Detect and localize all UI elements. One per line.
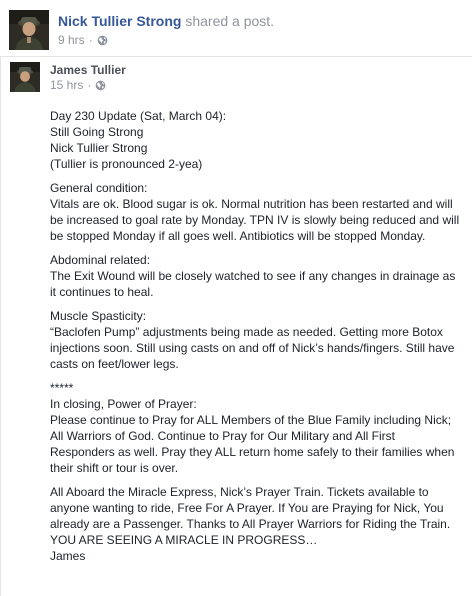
globe-icon[interactable] <box>95 80 106 91</box>
profile-photo <box>9 10 49 50</box>
timestamp-link[interactable]: 15 hrs <box>50 78 84 92</box>
avatar[interactable] <box>9 10 49 50</box>
profile-photo <box>10 62 40 92</box>
post-paragraph: All Aboard the Miracle Express, Nick’s Prayer Train. Tickets available to anyone wanting to ride, Free For A Prayer. If You are Praying for Nick, You already are a Passenger. Thanks to All Prayer Warriors for Riding the Train. YOU ARE SEEING A MIRACLE IN PROGRESS… James <box>50 485 451 563</box>
timestamp-link[interactable]: 9 hrs <box>58 33 85 47</box>
post-paragraph: Day 230 Update (Sat, March 04): Still Going Strong Nick Tullier Strong (Tullier is pronounced 2-yea) <box>50 109 227 171</box>
post-paragraph: Abdominal related: The Exit Wound will be closely watched to see if any changes in drainage as it continues to heal. <box>50 253 456 299</box>
shared-post-meta <box>50 78 106 92</box>
avatar[interactable] <box>10 62 40 92</box>
post-paragraph: Muscle Spasticity: “Baclofen Pump” adjustments being made as needed. Getting more Botox injections soon. Still using casts on and off of Nick’s hands/fingers. Still have casts on feet/lower legs. <box>50 309 455 371</box>
post-meta <box>58 33 108 47</box>
post-paragraph: General condition: Vitals are ok. Blood sugar is ok. Normal nutrition has been restarted and will be increased to goal rate by Monday. TPN IV is slowly being reduced and will be stopped Monday if all goes well. Antibiotics will be stopped Monday. <box>50 181 460 243</box>
shared-author-link[interactable]: James Tullier <box>50 63 126 77</box>
globe-icon[interactable] <box>97 35 108 46</box>
author-link[interactable]: Nick Tullier Strong <box>58 13 182 29</box>
separator-dot: · <box>88 33 93 47</box>
separator-dot: · <box>87 78 92 92</box>
post-paragraph: ***** In closing, Power of Prayer: Please continue to Pray for ALL Members of the Blue Family including Nick; All Warriors of God. Continue to Pray for Our Military and All First Responders as well. Pray they ALL return home safely to their families when their shift or tour is over. <box>50 381 455 475</box>
post-header <box>58 12 274 30</box>
post-body <box>50 108 462 572</box>
shared-action-text: shared a post. <box>185 13 275 29</box>
